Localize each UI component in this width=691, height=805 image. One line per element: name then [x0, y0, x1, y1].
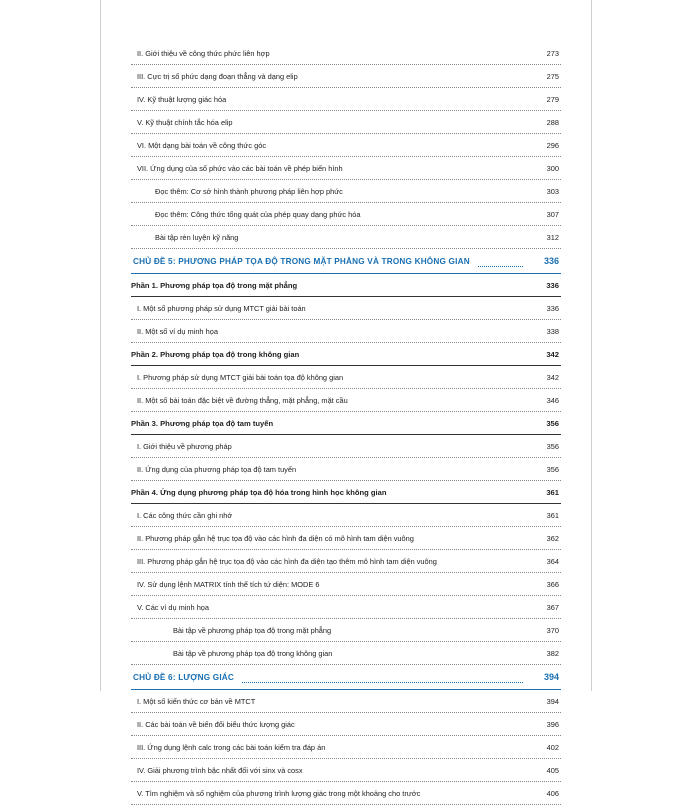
toc-page-number: 296	[546, 140, 559, 150]
toc-entry-title: II. Một số ví dụ minh họa	[137, 326, 218, 336]
toc-row	[131, 596, 561, 619]
toc-row	[131, 366, 561, 389]
toc-chapter-row	[131, 665, 561, 690]
toc-entry-title: V. Tìm nghiệm và số nghiệm của phương trình lượng giác trong một khoảng cho trước	[137, 788, 421, 798]
toc-entry-title: Bài tập về phương pháp tọa độ trong mặt phẳng	[173, 625, 332, 635]
toc-page-number: 396	[546, 719, 559, 729]
toc-page-number: 356	[546, 464, 559, 474]
toc-page-number: 366	[546, 579, 559, 589]
toc-page-number: 336	[543, 256, 559, 266]
toc-entry-title: VI. Một dạng bài toán về công thức góc	[137, 140, 267, 150]
toc-entry-title: I. Giới thiệu về phương pháp	[137, 441, 232, 451]
toc-row	[131, 550, 561, 573]
toc-page-number: 361	[546, 510, 559, 520]
toc-page-number: 338	[546, 326, 559, 336]
toc-entry-title: III. Phương pháp gắn hệ trục tọa độ vào các hình đa diện tạo thêm mô hình tam diện vuông	[137, 556, 437, 566]
toc-page-number: 342	[546, 349, 559, 359]
toc-entry-title: V. Các ví dụ minh họa	[137, 602, 210, 612]
toc-page-number: 356	[546, 441, 559, 451]
toc-row	[131, 527, 561, 550]
book-page	[100, 0, 592, 798]
toc-row	[131, 42, 561, 65]
toc-part-row	[131, 274, 561, 297]
toc-row	[131, 619, 561, 642]
toc-entry-title: CHỦ ĐỀ 6: LƯỢNG GIÁC	[133, 672, 235, 682]
toc-row	[131, 713, 561, 736]
toc-entry-title: II. Phương pháp gắn hệ trục tọa độ vào các hình đa diện có mô hình tam diện vuông	[137, 533, 414, 543]
toc-page-number: 382	[546, 648, 559, 658]
toc-entry-title: IV. Kỹ thuật lượng giác hóa	[137, 94, 227, 104]
toc-page-number: 394	[546, 696, 559, 706]
toc-row	[131, 736, 561, 759]
leader-dots	[242, 672, 523, 683]
toc-row	[131, 180, 561, 203]
toc-row	[131, 435, 561, 458]
toc-page-number: 405	[546, 765, 559, 775]
toc-entry-title: II. Ứng dụng của phương pháp tọa độ tam tuyến	[137, 464, 297, 474]
toc-page-number: 275	[546, 71, 559, 81]
toc-row	[131, 458, 561, 481]
toc-row	[131, 226, 561, 249]
toc-page-number: 336	[546, 280, 559, 290]
toc-page-number: 402	[546, 742, 559, 752]
toc-row	[131, 320, 561, 343]
toc-page-number: 370	[546, 625, 559, 635]
toc-part-row	[131, 412, 561, 435]
toc-row	[131, 642, 561, 665]
toc-entry-title: Phần 3. Phương pháp tọa độ tam tuyến	[131, 418, 274, 428]
toc-entry-title: II. Giới thiệu về công thức phức liên hợp	[137, 48, 270, 58]
toc-entry-title: IV. Giải phương trình bậc nhất đối với sinx và cosx	[137, 765, 303, 775]
toc-page-number: 288	[546, 117, 559, 127]
toc-page-number: 279	[546, 94, 559, 104]
toc-entry-title: Đọc thêm: Công thức tổng quát của phép quay dạng phức hóa	[155, 209, 361, 219]
toc-part-row	[131, 343, 561, 366]
toc-entry-title: IV. Sử dụng lệnh MATRIX tính thể tích tứ diện: MODE 6	[137, 579, 320, 589]
toc-page-number: 303	[546, 186, 559, 196]
toc-row	[131, 297, 561, 320]
toc-row	[131, 203, 561, 226]
toc-entry-title: Phần 2. Phương pháp tọa độ trong không gian	[131, 349, 300, 359]
toc-entry-title: Phần 4. Ứng dụng phương pháp tọa độ hóa trong hình học không gian	[131, 487, 387, 497]
toc-entry-title: VII. Ứng dụng của số phức vào các bài toán về phép biến hình	[137, 163, 343, 173]
toc-page-number: 406	[546, 788, 559, 798]
toc-entry-title: Bài tập rèn luyện kỹ năng	[155, 232, 239, 242]
toc-page-number: 394	[543, 672, 559, 682]
toc-page-number: 336	[546, 303, 559, 313]
toc-page-number: 300	[546, 163, 559, 173]
toc-page-number: 312	[546, 232, 559, 242]
toc-page-number: 361	[546, 487, 559, 497]
toc-row	[131, 88, 561, 111]
toc-row	[131, 111, 561, 134]
toc-page-number: 362	[546, 533, 559, 543]
toc-entry-title: III. Ứng dụng lệnh calc trong các bài toán kiểm tra đáp án	[137, 742, 326, 752]
toc-entry-title: I. Một số kiến thức cơ bản về MTCT	[137, 696, 256, 706]
toc-page-number: 367	[546, 602, 559, 612]
toc-entry-title: CHỦ ĐỀ 5: PHƯƠNG PHÁP TỌA ĐỘ TRONG MẶT PHẲNG VÀ TRONG KHÔNG GIAN	[133, 256, 470, 266]
toc-page-number: 364	[546, 556, 559, 566]
toc-page-number: 346	[546, 395, 559, 405]
toc-row	[131, 134, 561, 157]
toc-entry-title: Phần 1. Phương pháp tọa độ trong mặt phẳng	[131, 280, 298, 290]
toc-row	[131, 690, 561, 713]
toc-row	[131, 389, 561, 412]
toc-row	[131, 782, 561, 805]
toc-page-number: 342	[546, 372, 559, 382]
toc-entry-title: Đọc thêm: Cơ sở hình thành phương pháp liên hợp phức	[155, 186, 343, 196]
toc-row	[131, 65, 561, 88]
toc-chapter-row	[131, 249, 561, 274]
toc-page-number: 356	[546, 418, 559, 428]
toc-entry-title: V. Kỹ thuật chính tắc hóa elip	[137, 117, 233, 127]
toc-entry-title: I. Các công thức cần ghi nhớ	[137, 510, 233, 520]
toc-entry-title: I. Một số phương pháp sử dụng MTCT giải bài toán	[137, 303, 306, 313]
toc-page-number: 307	[546, 209, 559, 219]
toc-row	[131, 573, 561, 596]
toc-row	[131, 759, 561, 782]
toc-part-row	[131, 481, 561, 504]
toc-entry-title: Bài tập về phương pháp tọa độ trong không gian	[173, 648, 333, 658]
toc-row	[131, 157, 561, 180]
toc-entry-title: I. Phương pháp sử dụng MTCT giải bài toán tọa độ không gian	[137, 372, 344, 382]
toc-entry-title: II. Một số bài toán đặc biệt về đường thẳng, mặt phẳng, mặt cầu	[137, 395, 348, 405]
toc-page-number: 273	[546, 48, 559, 58]
toc-entry-title: II. Các bài toán về biến đổi biểu thức lượng giác	[137, 719, 295, 729]
toc-entry-title: III. Cực trị số phức dạng đoạn thẳng và dạng elip	[137, 71, 298, 81]
leader-dots	[478, 256, 523, 267]
toc-row	[131, 504, 561, 527]
